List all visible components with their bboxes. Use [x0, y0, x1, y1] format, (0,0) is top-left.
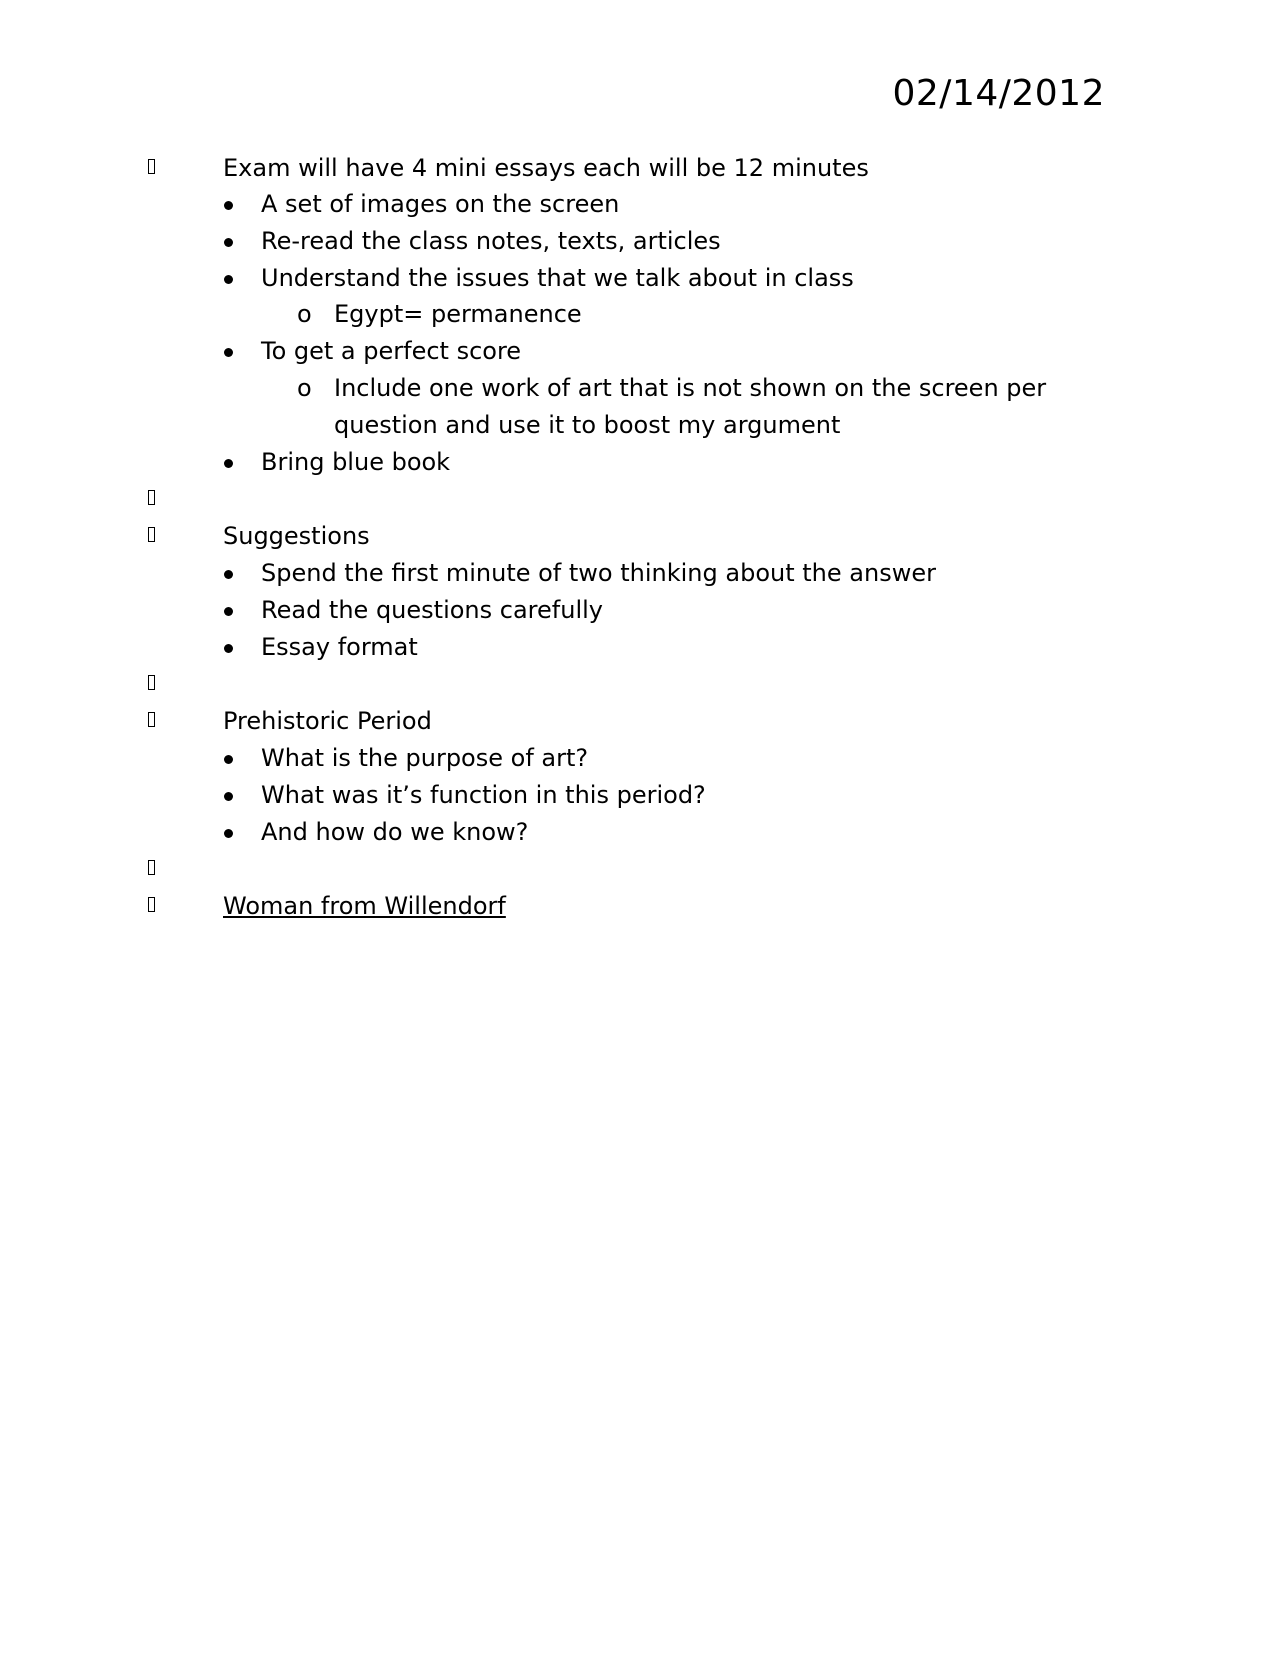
list-item	[0, 333, 1280, 370]
missing-glyph-bullet-icon	[148, 159, 155, 174]
list-item-text: Essay format	[261, 633, 418, 661]
section-prehistoric-heading	[0, 703, 1280, 740]
bullet-icon	[224, 459, 233, 468]
empty-line	[0, 666, 1280, 703]
bullet-icon	[224, 829, 233, 838]
list-item	[0, 740, 1280, 777]
list-item-text: What was it’s function in this period?	[261, 781, 706, 809]
missing-glyph-bullet-icon	[148, 527, 155, 542]
bullet-icon	[224, 348, 233, 357]
list-item	[0, 444, 1280, 481]
section-title: Prehistoric Period	[223, 707, 432, 735]
list-item-text: And how do we know?	[261, 818, 529, 846]
section-title: Woman from Willendorf	[223, 892, 506, 920]
sub-list-item-text: Egypt= permanence	[334, 300, 582, 328]
section-exam-heading	[0, 150, 1280, 187]
bullet-icon	[224, 570, 233, 579]
bullet-icon	[224, 238, 233, 247]
missing-glyph-bullet-icon	[148, 897, 155, 912]
bullet-icon	[224, 607, 233, 616]
date-header: 02/14/2012	[892, 73, 1105, 114]
sub-list-item-text: question and use it to boost my argument	[334, 411, 841, 439]
sub-list-item	[0, 370, 1280, 407]
section-willendorf-heading	[0, 888, 1280, 925]
section-title: Exam will have 4 mini essays each will be 12 minutes	[223, 154, 869, 182]
list-item	[0, 629, 1280, 666]
list-item-text: What is the purpose of art?	[261, 744, 589, 772]
empty-line	[0, 481, 1280, 518]
list-item-text: Read the questions carefully	[261, 596, 603, 624]
list-item	[0, 555, 1280, 592]
missing-glyph-bullet-icon	[148, 675, 155, 690]
bullet-icon	[224, 792, 233, 801]
bullet-icon	[224, 644, 233, 653]
bullet-icon	[224, 275, 233, 284]
list-item-text: To get a perfect score	[261, 337, 522, 365]
empty-line	[0, 851, 1280, 888]
section-title: Suggestions	[223, 522, 370, 550]
list-item	[0, 777, 1280, 814]
sub-list-item	[0, 296, 1280, 333]
list-item	[0, 592, 1280, 629]
sub-bullet-icon: o	[297, 300, 312, 328]
list-item-text: Understand the issues that we talk about in class	[261, 264, 854, 292]
bullet-icon	[224, 201, 233, 210]
missing-glyph-bullet-icon	[148, 712, 155, 727]
list-item	[0, 186, 1280, 223]
sub-list-item-text: Include one work of art that is not shown on the screen per	[334, 374, 1047, 402]
sub-list-item-continuation	[0, 407, 1280, 444]
bullet-icon	[224, 755, 233, 764]
missing-glyph-bullet-icon	[148, 860, 155, 875]
list-item-text: Re-read the class notes, texts, articles	[261, 227, 721, 255]
list-item	[0, 260, 1280, 297]
section-suggestions-heading	[0, 518, 1280, 555]
sub-bullet-icon: o	[297, 374, 312, 402]
list-item-text: Spend the first minute of two thinking about the answer	[261, 559, 936, 587]
list-item	[0, 223, 1280, 260]
list-item	[0, 814, 1280, 851]
missing-glyph-bullet-icon	[148, 490, 155, 505]
list-item-text: A set of images on the screen	[261, 190, 620, 218]
list-item-text: Bring blue book	[261, 448, 451, 476]
